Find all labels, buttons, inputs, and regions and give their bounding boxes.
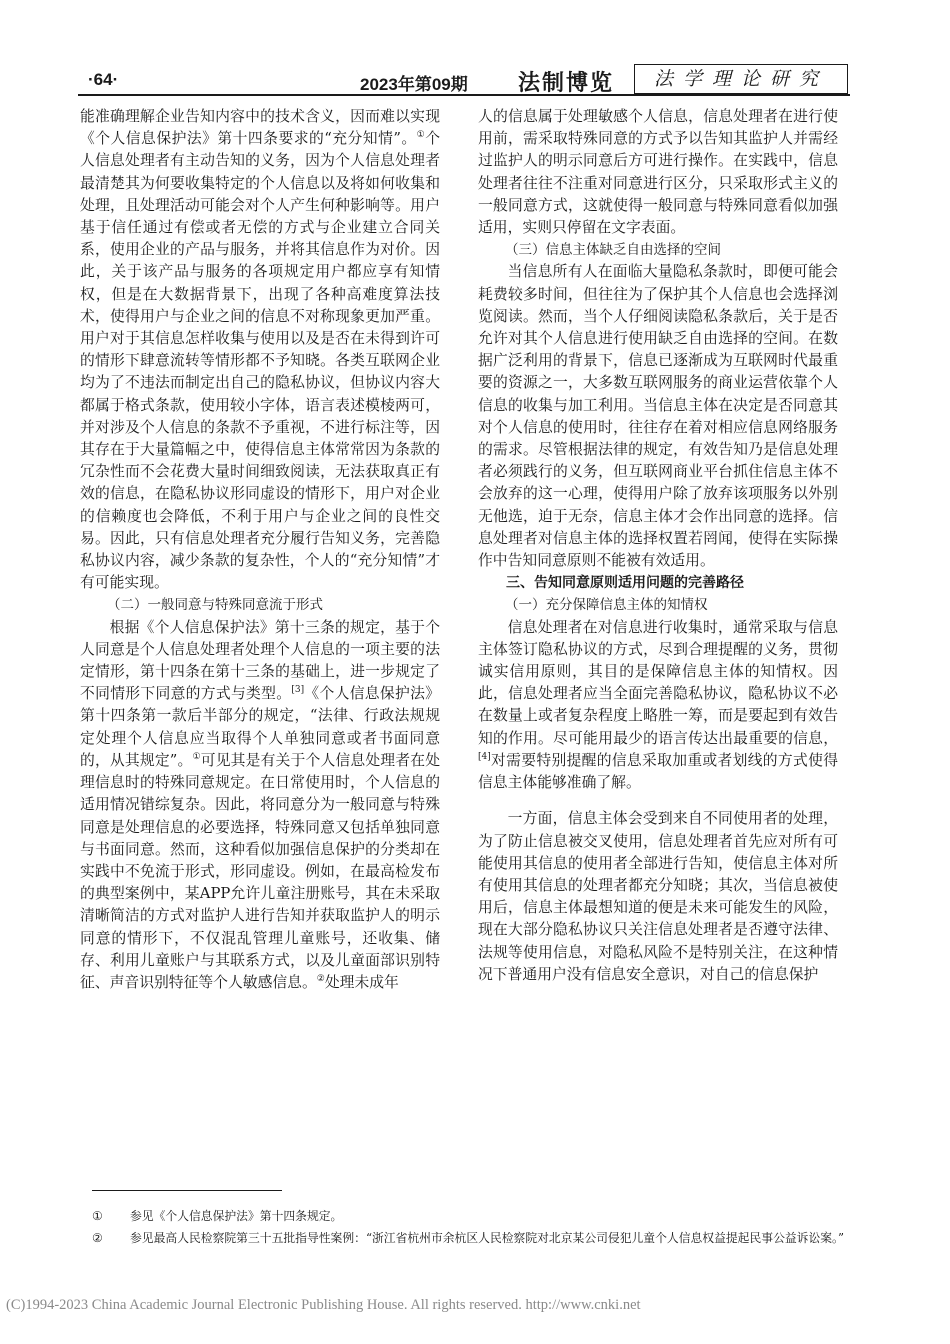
copyright-watermark: (C)1994-2023 China Academic Journal Electronic Publishing House. All rights reserved. http://www.cnki.net [6,1297,641,1313]
footnote: ① 参见《个人信息保护法》第十四条规定。 [92,1209,343,1223]
page-header [78,64,850,94]
footnotes [92,1206,852,1250]
paragraph: 信息处理者在对信息进行收集时，通常采取与信息主体签订隐私协议的方式，尽到合理提醒的义务，贯彻诚实信用原则，其目的是保障信息主体的知情权。因此，信息处理者应当全面完善隐私协议，隐私协议不必在数量上或者复杂程度上略胜一筹，而是要起到有效告知的作用。尽可能用最少的语言传达出最重要的信息，[4]对需要特别提醒的信息采取加重或者划线的方式使得信息主体能够准确了解。 [478,618,838,792]
section-heading: （一）充分保障信息主体的知情权 [505,597,708,614]
paragraph: 当信息所有人在面临大量隐私条款时，即便可能会耗费较多时间，但往往为了保护其个人信息也会选择浏览阅读。然而，当个人仔细阅读隐私条款后，关于是否允许对其个人信息进行使用缺乏自由选择的空间。在数据广泛利用的背景下，信息已逐渐成为互联网时代最重要的资源之一，大多数互联网服务的商业运营依靠个人信息的收集与加工利用。当信息主体在决定是否同意其对个人信息的使用时，往往存在着对相应信息网络服务的需求。尽管根据法律的规定，有效告知乃是信息处理者必须践行的义务，但互联网商业平台抓住信息主体不会放弃的这一心理，使得用户除了放弃该项服务以外别无他选，迫于无奈，信息主体才会作出同意的选择。信息处理者对信息主体的选择权置若罔闻，使得在实际操作中告知同意原则不能被有效适用。 [478,263,838,570]
footnote-ref: ① [192,751,201,762]
left-column [80,106,440,1166]
journal-name: 法制博览 [518,70,615,96]
header-rule [78,94,850,96]
citation-ref: [4] [478,751,491,762]
footnote: ② 参见最高人民检察院第三十五批指导性案例：“浙江省杭州市余杭区人民检察院对北京某公司侵犯儿童个人信息权益提起民事公益诉讼案。” [92,1231,844,1245]
page-number: ·64· [88,70,119,89]
paragraph: 根据《个人信息保护法》第十三条的规定，基于个人同意是个人信息处理者处理个人信息的一项主要的法定情形，第十四条在第十三条的基础上，进一步规定了不同情形下同意的方式与类型。[3]《个人信息保护法》第十四条第一款后半部分的规定，“法律、行政法规规定处理个人信息应当取得个人单独同意或者书面同意的，从其规定”。①可见其是有关于个人信息处理者在处理信息时的特殊同意规定。在日常使用时，个人信息的适用情况错综复杂。因此，将同意分为一般同意与特殊同意是处理信息的必要选择，特殊同意又包括单独同意与书面同意。然而，这种看似加强信息保护的分类却在实践中不免流于形式，形同虚设。例如，在最高检发布的典型案例中，某APP允许儿童注册账号，其在未采取清晰简洁的方式对监护人进行告知并获取监护人的明示同意的情形下，不仅混乱管理儿童账号，还收集、储存、利用儿童账户与其联系方式，以及儿童面部识别特征、声音识别特征等个人敏感信息。②处理未成年 [80,618,440,991]
paragraph: 人的信息属于处理敏感个人信息，信息处理者在进行使用前，需采取特殊同意的方式予以告知其监护人并需经过监护人的明示同意后方可进行操作。在实践中，信息处理者往往不注重对同意进行区分，只采取形式主义的一般同意方式，这就使得一般同意与特殊同意看似加强适用，实则只停留在文字表面。 [478,108,838,237]
footnote-ref: ② [316,974,325,984]
paragraph: 一方面，信息主体会受到来自不同使用者的处理，为了防止信息被交叉使用，信息处理者首先应对所有可能使用其信息的使用者全部进行告知，使信息主体对所有使用其信息的处理者都充分知晓；其次，当信息被使用后，信息主体最想知道的便是未来可能发生的风险，现在大部分隐私协议只关注信息处理者是否遵守法律、法规等使用信息，对隐私风险不是特别关注，在这种情况下普通用户没有信息安全意识，对自己的信息保护 [478,810,838,983]
footnote-ref: ① [416,130,426,141]
chapter-heading: 三、告知同意原则适用问题的完善路径 [506,575,744,592]
paragraph: 能准确理解企业告知内容中的技术含义，因而难以实现《个人信息保护法》第十四条要求的“充分知情”。①个人信息处理者有主动告知的义务，因为个人信息处理者最清楚其为何要收集特定的个人信息以及将如何收集和处理，且处理活动可能会对个人产生何种影响等。用户基于信任通过有偿或者无偿的方式与企业建立合同关系，使用企业的产品与服务，并将其信息作为对价。因此，关于该产品与服务的各项规定用户都应享有知情权，但是在大数据背景下，出现了各种高难度算法技术，使得用户与企业之间的信息不对称现象更加严重。用户对于其信息怎样收集与使用以及是否在未得到许可的情形下肆意流转等情形都不予知晓。各类互联网企业均为了不违法而制定出自己的隐私协议，但协议内容大都属于格式条款，使用较小字体，语言表述模棱两可，并对涉及个人信息的条款不予重视，不进行标注等，因其存在于大量篇幅之中，使得信息主体常常因为条款的冗杂性而不会花费大量时间细致阅读，无法获取真正有效的信息，在隐私协议形同虚设的情形下，用户对企业的信赖度也会降低，不利于用户与企业之间的良性交易。因此，只有信息处理者充分履行告知义务，完善隐私协议内容，减少条款的复杂性，个人的“充分知情”才有可能实现。 [80,108,440,592]
section-heading: （三）信息主体缺乏自由选择的空间 [505,242,721,259]
citation-ref: [3] [291,685,305,696]
footnote-rule [92,1190,282,1191]
right-column [478,106,838,1166]
column-title: 法学理论研究 [634,64,848,94]
section-heading: （二）一般同意与特殊同意流于形式 [107,597,323,614]
issue-label: 2023年第09期 [360,75,468,94]
